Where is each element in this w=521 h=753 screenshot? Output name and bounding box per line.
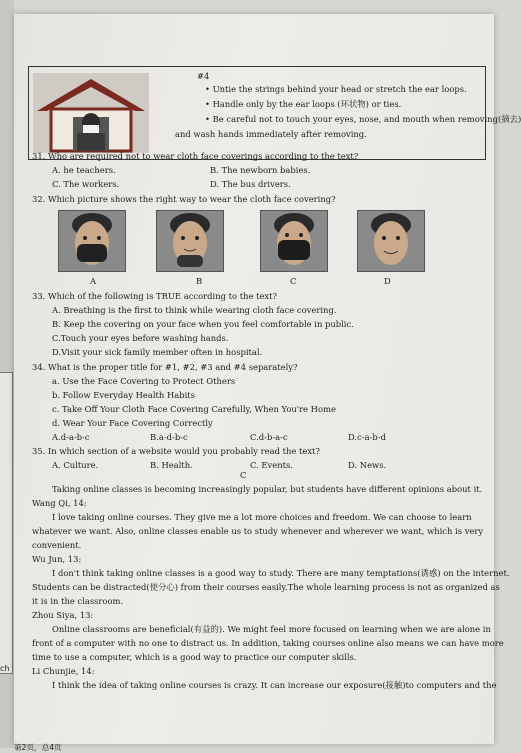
speaker-4-name: Li Chunjie, 14: (32, 666, 95, 676)
q33-option-b: B. Keep the covering on your face when you feel comfortable in public. (52, 319, 354, 329)
q35-option-b: B. Health. (150, 460, 193, 470)
section-4-bullet-3-cont: and wash hands immediately after removing. (175, 129, 367, 139)
q31-option-b: B. The newborn babies. (210, 165, 311, 175)
speaker-3-line-3: time to use a computer, which is a good way to practice our computer skills. (32, 652, 357, 662)
exam-page (14, 14, 521, 752)
speaker-3-line-1: Online classrooms are beneficial(有益的). We might feel more focused on learning when we are alone in (52, 624, 491, 634)
q34-item-b: b. Follow Everyday Health Habits (52, 390, 195, 400)
q33-option-a: A. Breathing is the first to think while wearing cloth face covering. (52, 305, 337, 315)
speaker-1-name: Wang Qi, 14: (32, 498, 87, 508)
face-picture-d (357, 210, 425, 272)
section-4-heading: #4 (197, 71, 210, 81)
picture-label-b: B (196, 276, 203, 286)
q33-option-d: D.Visit your sick family member often in hospital. (52, 347, 263, 357)
q35-option-a: A. Culture. (52, 460, 99, 470)
q31-option-a: A. he teachers. (52, 165, 116, 175)
section-4-bullet-1: • Untie the strings behind your head or stretch the ear loops. (205, 84, 467, 94)
q34-option-c: C.d-b-a-c (250, 432, 288, 442)
left-margin-strip (0, 0, 14, 748)
page-footer: 第2页，总4页 (14, 743, 62, 752)
speaker-4-line-1: I think the idea of taking online courses is crazy. It can increase our exposure(接触)to computers and the (52, 680, 497, 690)
q31-stem: 31. Who are required not to wear cloth face coverings according to the text? (32, 151, 359, 161)
q33-option-c: C.Touch your eyes before washing hands. (52, 333, 229, 343)
section-c-intro: Taking online classes is becoming increasingly popular, but students have different opinions about it. (52, 484, 483, 494)
picture-label-c: C (290, 276, 297, 286)
margin-text: ch (0, 664, 10, 673)
speaker-2-name: Wu Jun, 13: (32, 554, 82, 564)
q34-item-c: c. Take Off Your Cloth Face Covering Carefully, When You're Home (52, 404, 336, 414)
q31-option-c: C. The workers. (52, 179, 120, 189)
face-picture-c (260, 210, 328, 272)
q34-option-d: D.c-a-b-d (348, 432, 386, 442)
picture-label-d: D (384, 276, 391, 286)
q34-option-a: A.d-a-b-c (52, 432, 90, 442)
face-picture-b (156, 210, 224, 272)
speaker-2-line-3: it is in the classroom. (32, 596, 124, 606)
margin-answer-box (0, 372, 13, 674)
q34-item-d: d. Wear Your Face Covering Correctly (52, 418, 213, 428)
speaker-3-name: Zhou Siya, 13: (32, 610, 94, 620)
q34-option-b: B.a-d-b-c (150, 432, 188, 442)
speaker-2-line-2: Students can be distracted(使分心) from their courses easily.The whole learning process is not as organized as (32, 582, 500, 592)
face-picture-a (58, 210, 126, 272)
q35-stem: 35. In which section of a website would you probably read the text? (32, 446, 320, 456)
section-c-letter: C (240, 470, 247, 480)
section-4-bullet-2: • Handle only by the ear loops (环状物) or ties. (205, 99, 402, 109)
section-4-box (28, 66, 521, 160)
picture-label-a: A (90, 276, 97, 286)
q34-item-a: a. Use the Face Covering to Protect Others (52, 376, 236, 386)
speaker-1-line-1: I love taking online courses. They give me a lot more choices and freedom. We can choose to learn (52, 512, 472, 522)
q35-option-d: D. News. (348, 460, 387, 470)
house-mask-illustration (33, 73, 149, 153)
q34-stem: 34. What is the proper title for #1, #2, #3 and #4 separately? (32, 362, 298, 372)
speaker-3-line-2: front of a computer with no one to distract us. In addition, taking courses online also means we can have more (32, 638, 504, 648)
speaker-1-line-3: convenient. (32, 540, 82, 550)
q35-option-c: C. Events. (250, 460, 293, 470)
q31-option-d: D. The bus drivers. (210, 179, 291, 189)
speaker-1-line-2: whatever we want. Also, online classes enable us to study whenever and wherever we want, which is very (32, 526, 484, 536)
section-4-bullet-3: • Be careful not to touch your eyes, nose, and mouth when removing(摘去) (205, 114, 521, 124)
q33-stem: 33. Which of the following is TRUE according to the text? (32, 291, 277, 301)
speaker-2-line-1: I don't think taking online classes is a good way to study. There are many temptations(诱惑) on the internet. (52, 568, 510, 578)
q32-stem: 32. Which picture shows the right way to wear the cloth face covering? (32, 194, 336, 204)
